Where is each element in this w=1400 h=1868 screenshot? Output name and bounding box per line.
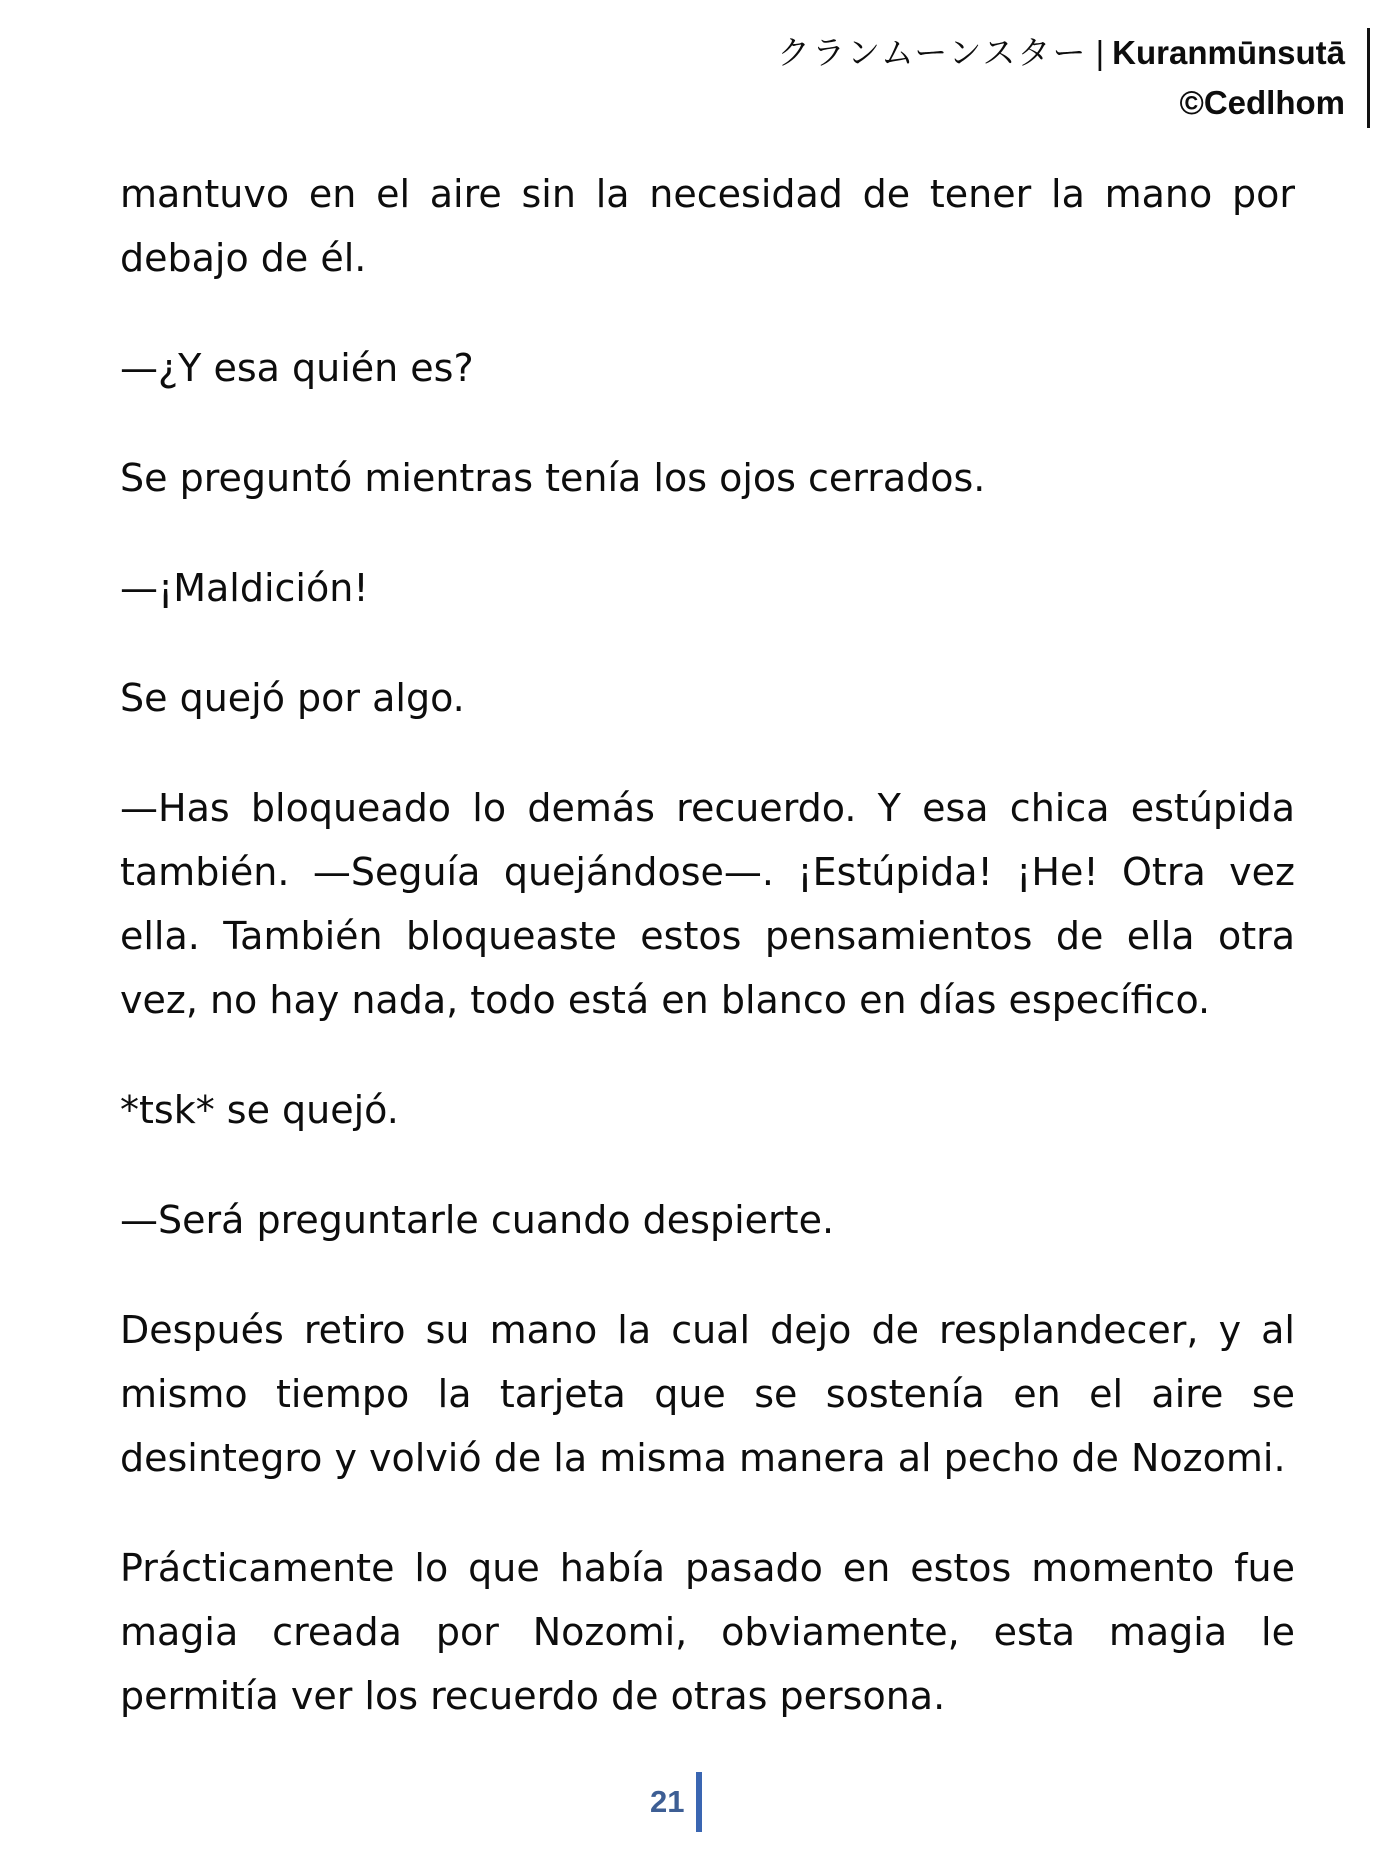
header-title-line (777, 28, 1345, 78)
japanese-title: クランムーンスター (777, 34, 1088, 71)
paragraph: —¿Y esa quién es? (120, 346, 474, 390)
paragraph: Después retiro su mano la cual dejo de resplandecer, y al mismo tiempo la tarjeta que se sostenía en el aire se desintegro y volvió de la misma manera al pecho de Nozomi. (120, 1308, 1295, 1480)
page-header (777, 28, 1370, 128)
paragraph: —¡Maldición! (120, 566, 369, 610)
paragraph: Se quejó por algo. (120, 676, 465, 720)
paragraph: Prácticamente lo que había pasado en estos momento fue magia creada por Nozomi, obviamente, esta magia le permitía ver los recuerdo de otras persona. (120, 1546, 1295, 1718)
paragraph: —Has bloqueado lo demás recuerdo. Y esa chica estúpida también. —Seguía quejándose—. ¡Estúpida! ¡He! Otra vez ella. También bloqueaste estos pensamientos de ella otra vez, no hay nada, todo está en blanco en días específico. (120, 786, 1295, 1022)
page-number: 21 (650, 1772, 702, 1832)
paragraph: —Será preguntarle cuando despierte. (120, 1198, 835, 1242)
copyright-notice: ©Cedlhom (1179, 84, 1345, 121)
paragraph: Se preguntó mientras tenía los ojos cerrados. (120, 456, 986, 500)
header-separator: | (1095, 34, 1105, 71)
story-text (120, 162, 1295, 1774)
paragraph: mantuvo en el aire sin la necesidad de tener la mano por debajo de él. (120, 172, 1295, 280)
romaji-title: Kuranmūnsutā (1112, 34, 1345, 71)
paragraph: *tsk* se quejó. (120, 1088, 399, 1132)
